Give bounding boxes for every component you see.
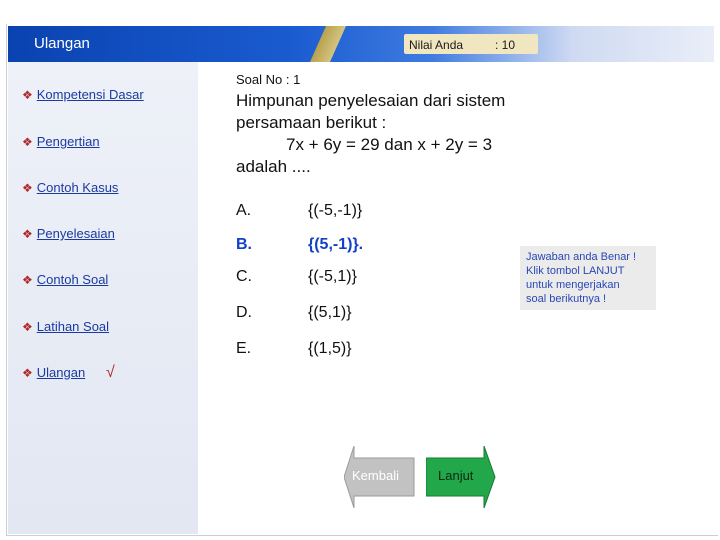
sidebar-item-latihan-soal[interactable] [22,319,109,334]
sidebar-item-contoh-kasus[interactable] [22,180,118,195]
score-label: Nilai Anda [409,38,464,52]
option-letter: B. [236,236,252,253]
sidebar-item-penyelesaian[interactable] [22,226,115,241]
sidebar-item-pengertian[interactable] [22,134,100,149]
option-b[interactable] [236,236,363,254]
bullet-icon: ❖ [22,135,33,149]
sidebar-item-label: Pengertian [36,134,100,149]
checkmark-icon: √ [106,364,115,381]
score-value: : 10 [495,38,516,52]
option-text: {(-5,1)} [308,268,357,285]
header-bar [8,26,714,62]
sidebar-item-label: Ulangan [36,365,86,380]
feedback-line: Klik tombol LANJUT [526,265,625,277]
sidebar-item-label: Contoh Kasus [36,180,119,195]
bullet-icon: ❖ [22,88,33,102]
option-d[interactable] [236,304,352,322]
question-line-1: Himpunan penyelesaian dari sistem [236,91,506,110]
next-button-label[interactable]: Lanjut [438,468,474,483]
option-text: {(-5,-1)} [308,202,363,219]
bullet-icon: ❖ [22,181,33,195]
sidebar-item-label: Penyelesaian [36,226,115,241]
option-letter: E. [236,340,252,357]
option-c[interactable] [236,268,357,286]
question-number: Soal No : 1 [236,72,301,87]
page-title: Ulangan [34,35,90,52]
sidebar-item-label: Contoh Soal [36,272,109,287]
back-button-label[interactable]: Kembali [352,468,399,483]
question-text [236,90,536,178]
feedback-line: Jawaban anda Benar ! [526,251,637,263]
question-line-3: adalah .... [236,157,311,176]
question-line-2: persamaan berikut : [236,113,387,132]
question-equation: 7x + 6y = 29 dan x + 2y = 3 [286,135,493,154]
sidebar-item-label: Latihan Soal [36,319,110,334]
feedback-box [520,246,656,310]
option-text: {(5,-1)}. [308,236,364,253]
bullet-icon: ❖ [22,366,33,380]
feedback-line: untuk mengerjakan [526,279,620,291]
option-letter: A. [236,202,252,219]
option-a[interactable] [236,202,362,220]
sidebar-item-contoh-soal[interactable] [22,272,108,287]
sidebar-item-kompetensi-dasar[interactable] [22,87,144,102]
bullet-icon: ❖ [22,273,33,287]
option-e[interactable] [236,340,352,358]
option-text: {(1,5)} [308,340,352,357]
option-text: {(5,1)} [308,304,352,321]
bullet-icon: ❖ [22,227,33,241]
feedback-line: soal berikutnya ! [526,293,607,305]
option-letter: C. [236,268,252,285]
option-letter: D. [236,304,252,321]
sidebar-item-label: Kompetensi Dasar [36,87,144,102]
sidebar-item-ulangan[interactable] [22,365,85,380]
sidebar [8,62,198,534]
bullet-icon: ❖ [22,320,33,334]
